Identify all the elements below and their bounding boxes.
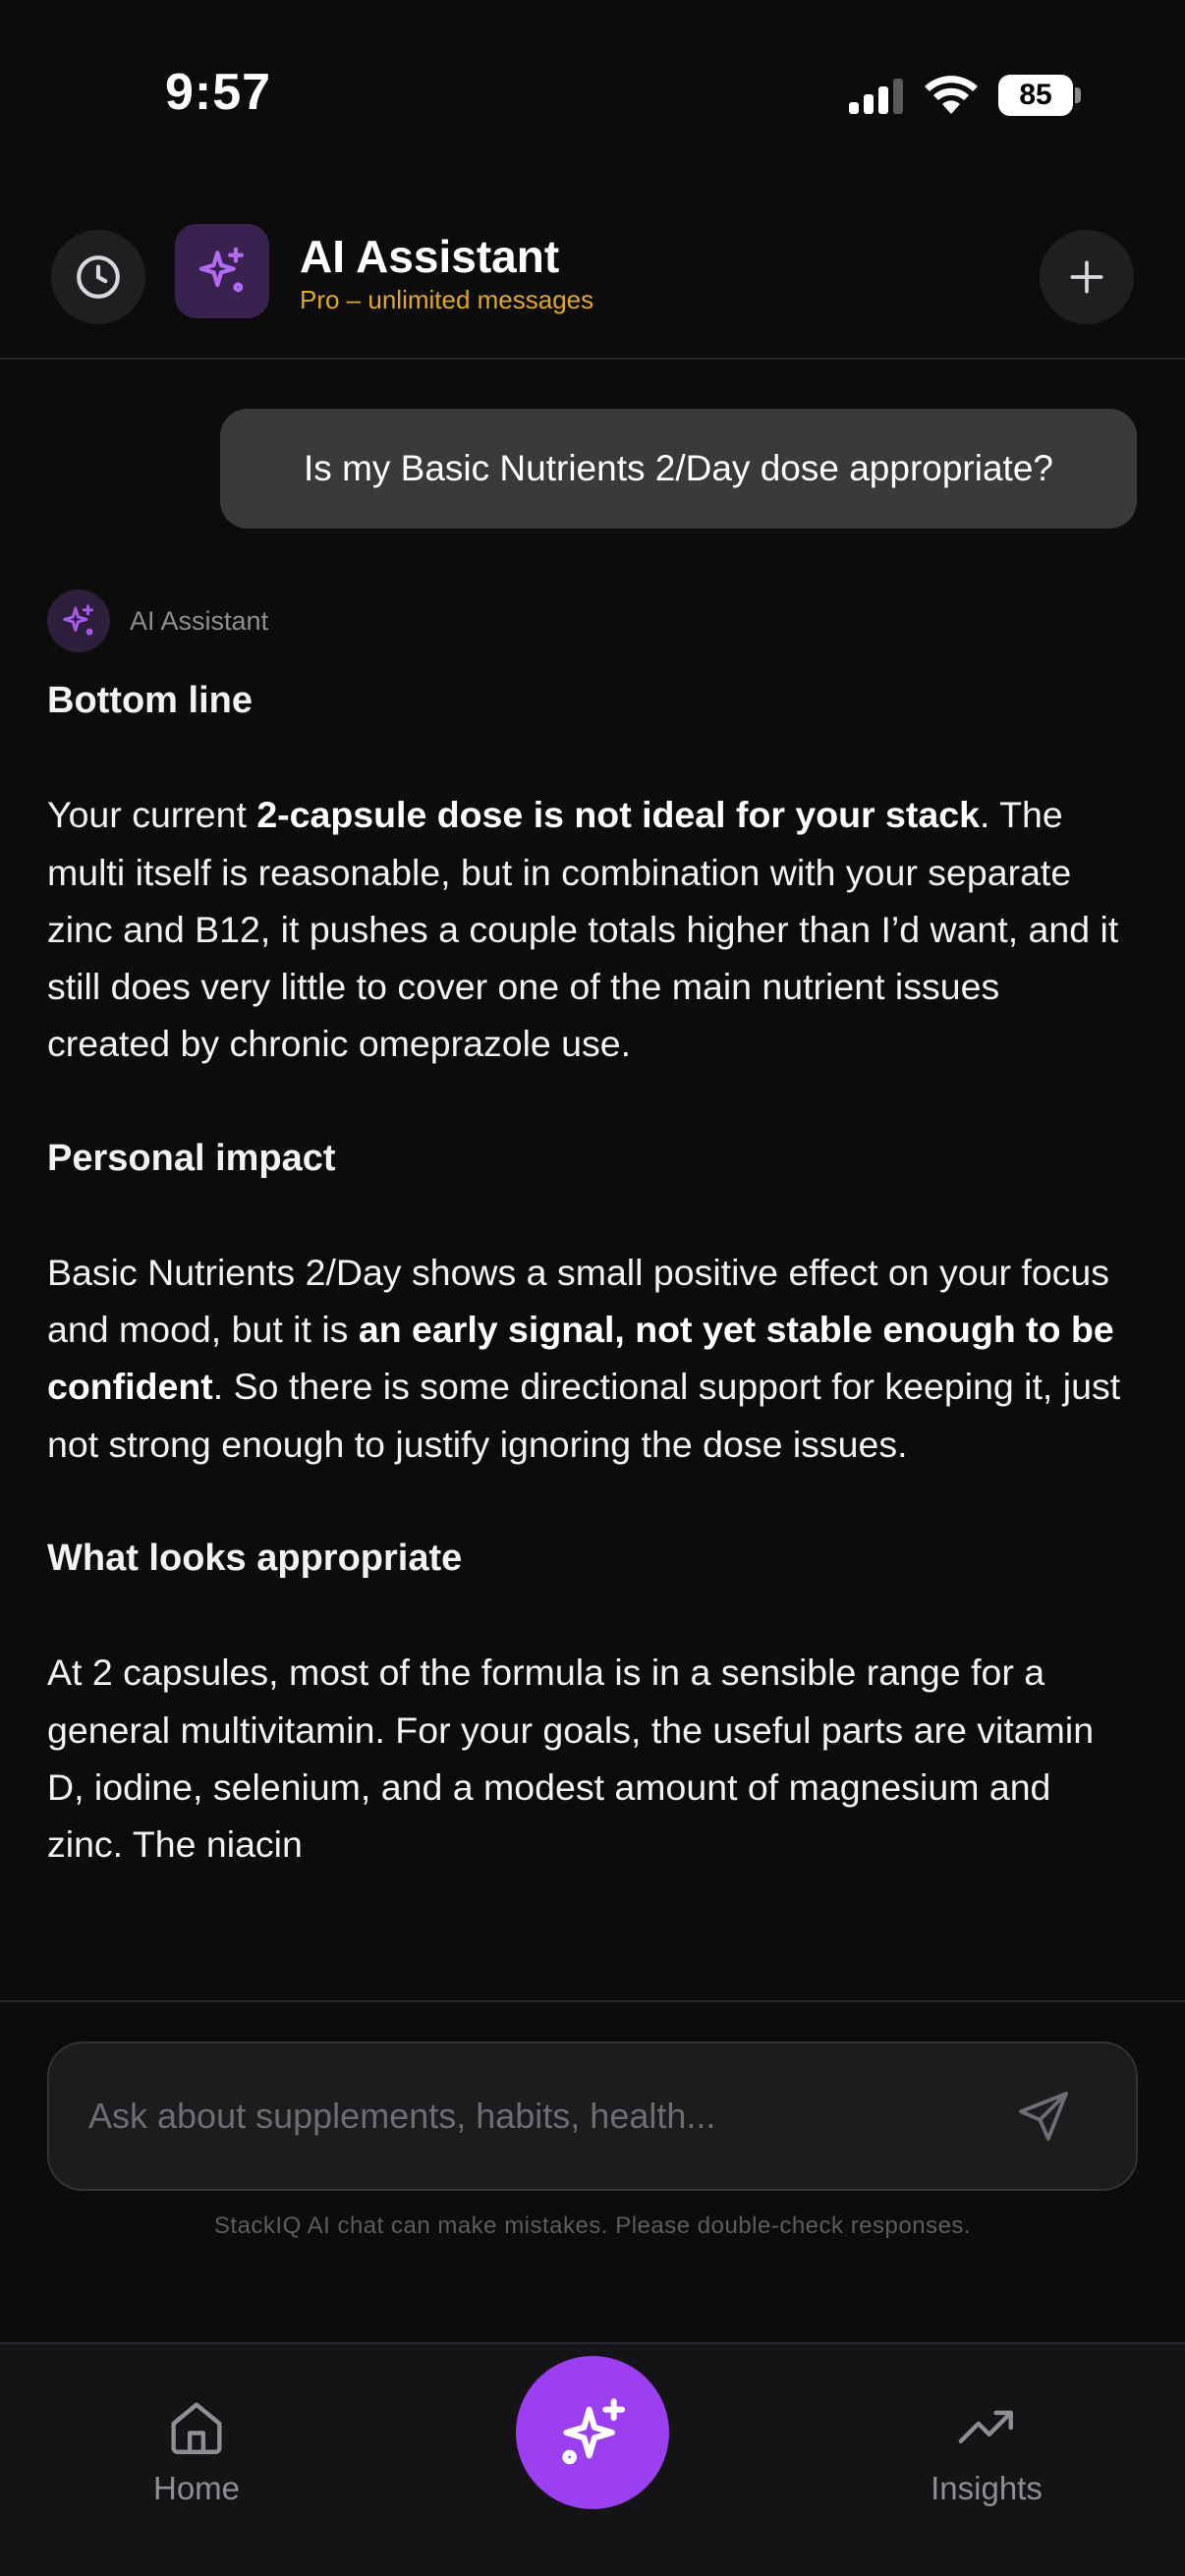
section-heading: Bottom line: [47, 680, 253, 721]
assistant-message-header: [47, 589, 268, 652]
history-button[interactable]: [51, 230, 145, 324]
new-chat-button[interactable]: [1040, 230, 1134, 324]
chat-header: [0, 202, 1185, 360]
page-title: AI Assistant: [300, 231, 560, 282]
wifi-icon: [924, 73, 979, 116]
send-button[interactable]: [1014, 2087, 1073, 2146]
assistant-message: [47, 672, 1128, 1979]
message-input[interactable]: [88, 2044, 992, 2189]
plus-icon: [1065, 255, 1108, 299]
user-message-bubble: Is my Basic Nutrients 2/Day dose appropriate?: [220, 409, 1137, 529]
disclaimer-text: StackIQ AI chat can make mistakes. Please double-check responses.: [213, 2212, 972, 2239]
sparkles-icon: [195, 244, 250, 299]
trending-up-icon: [954, 2395, 1019, 2460]
assistant-avatar: [47, 589, 110, 652]
home-icon: [164, 2395, 229, 2460]
section-heading: Personal impact: [47, 1137, 336, 1179]
plan-subtitle: Pro – unlimited messages: [300, 285, 594, 314]
status-time: 9:57: [165, 64, 272, 121]
tab-insights-label: Insights: [931, 2470, 1043, 2506]
send-icon: [1015, 2088, 1072, 2145]
status-bar: [0, 0, 1185, 187]
assistant-app-icon: [175, 224, 269, 318]
section-heading: What looks appropriate: [47, 1537, 463, 1579]
composer: [0, 2000, 1185, 2342]
tab-home-label: Home: [152, 2470, 241, 2506]
message-input-container: [47, 2042, 1138, 2191]
clock-icon: [74, 252, 123, 302]
ai-assistant-fab[interactable]: [516, 2356, 669, 2509]
cellular-signal-icon: [849, 79, 906, 114]
battery-level: 85: [998, 75, 1073, 116]
assistant-name-label: AI Assistant: [130, 605, 269, 636]
tab-home[interactable]: [98, 2395, 295, 2507]
tab-bar: [0, 2342, 1185, 2576]
section-paragraph: Your current 2-capsule dose is not ideal for your stack. The multi itself is reasonable, but in combination with your separate zinc and B12, it pushes a couple totals higher than I’d want, and it still does very little to cover one of the main nutrient issues created by chronic omeprazole use.: [47, 794, 1119, 1065]
section-paragraph: At 2 capsules, most of the formula is in a sensible range for a general multivitamin. For your goals, the useful parts are vitamin D, iodine, selenium, and a modest amount of magnesium and zinc. The niacin: [47, 1652, 1095, 1865]
sparkles-icon: [553, 2393, 632, 2472]
battery-icon: [998, 75, 1081, 116]
tab-insights[interactable]: [888, 2395, 1085, 2507]
section-paragraph: Basic Nutrients 2/Day shows a small positive effect on your focus and mood, but it is an early signal, not yet stable enough to be confident. So there is some directional support for keeping it, just not strong enough to justify ignoring the dose issues.: [47, 1251, 1121, 1465]
sparkles-icon: [60, 602, 97, 640]
